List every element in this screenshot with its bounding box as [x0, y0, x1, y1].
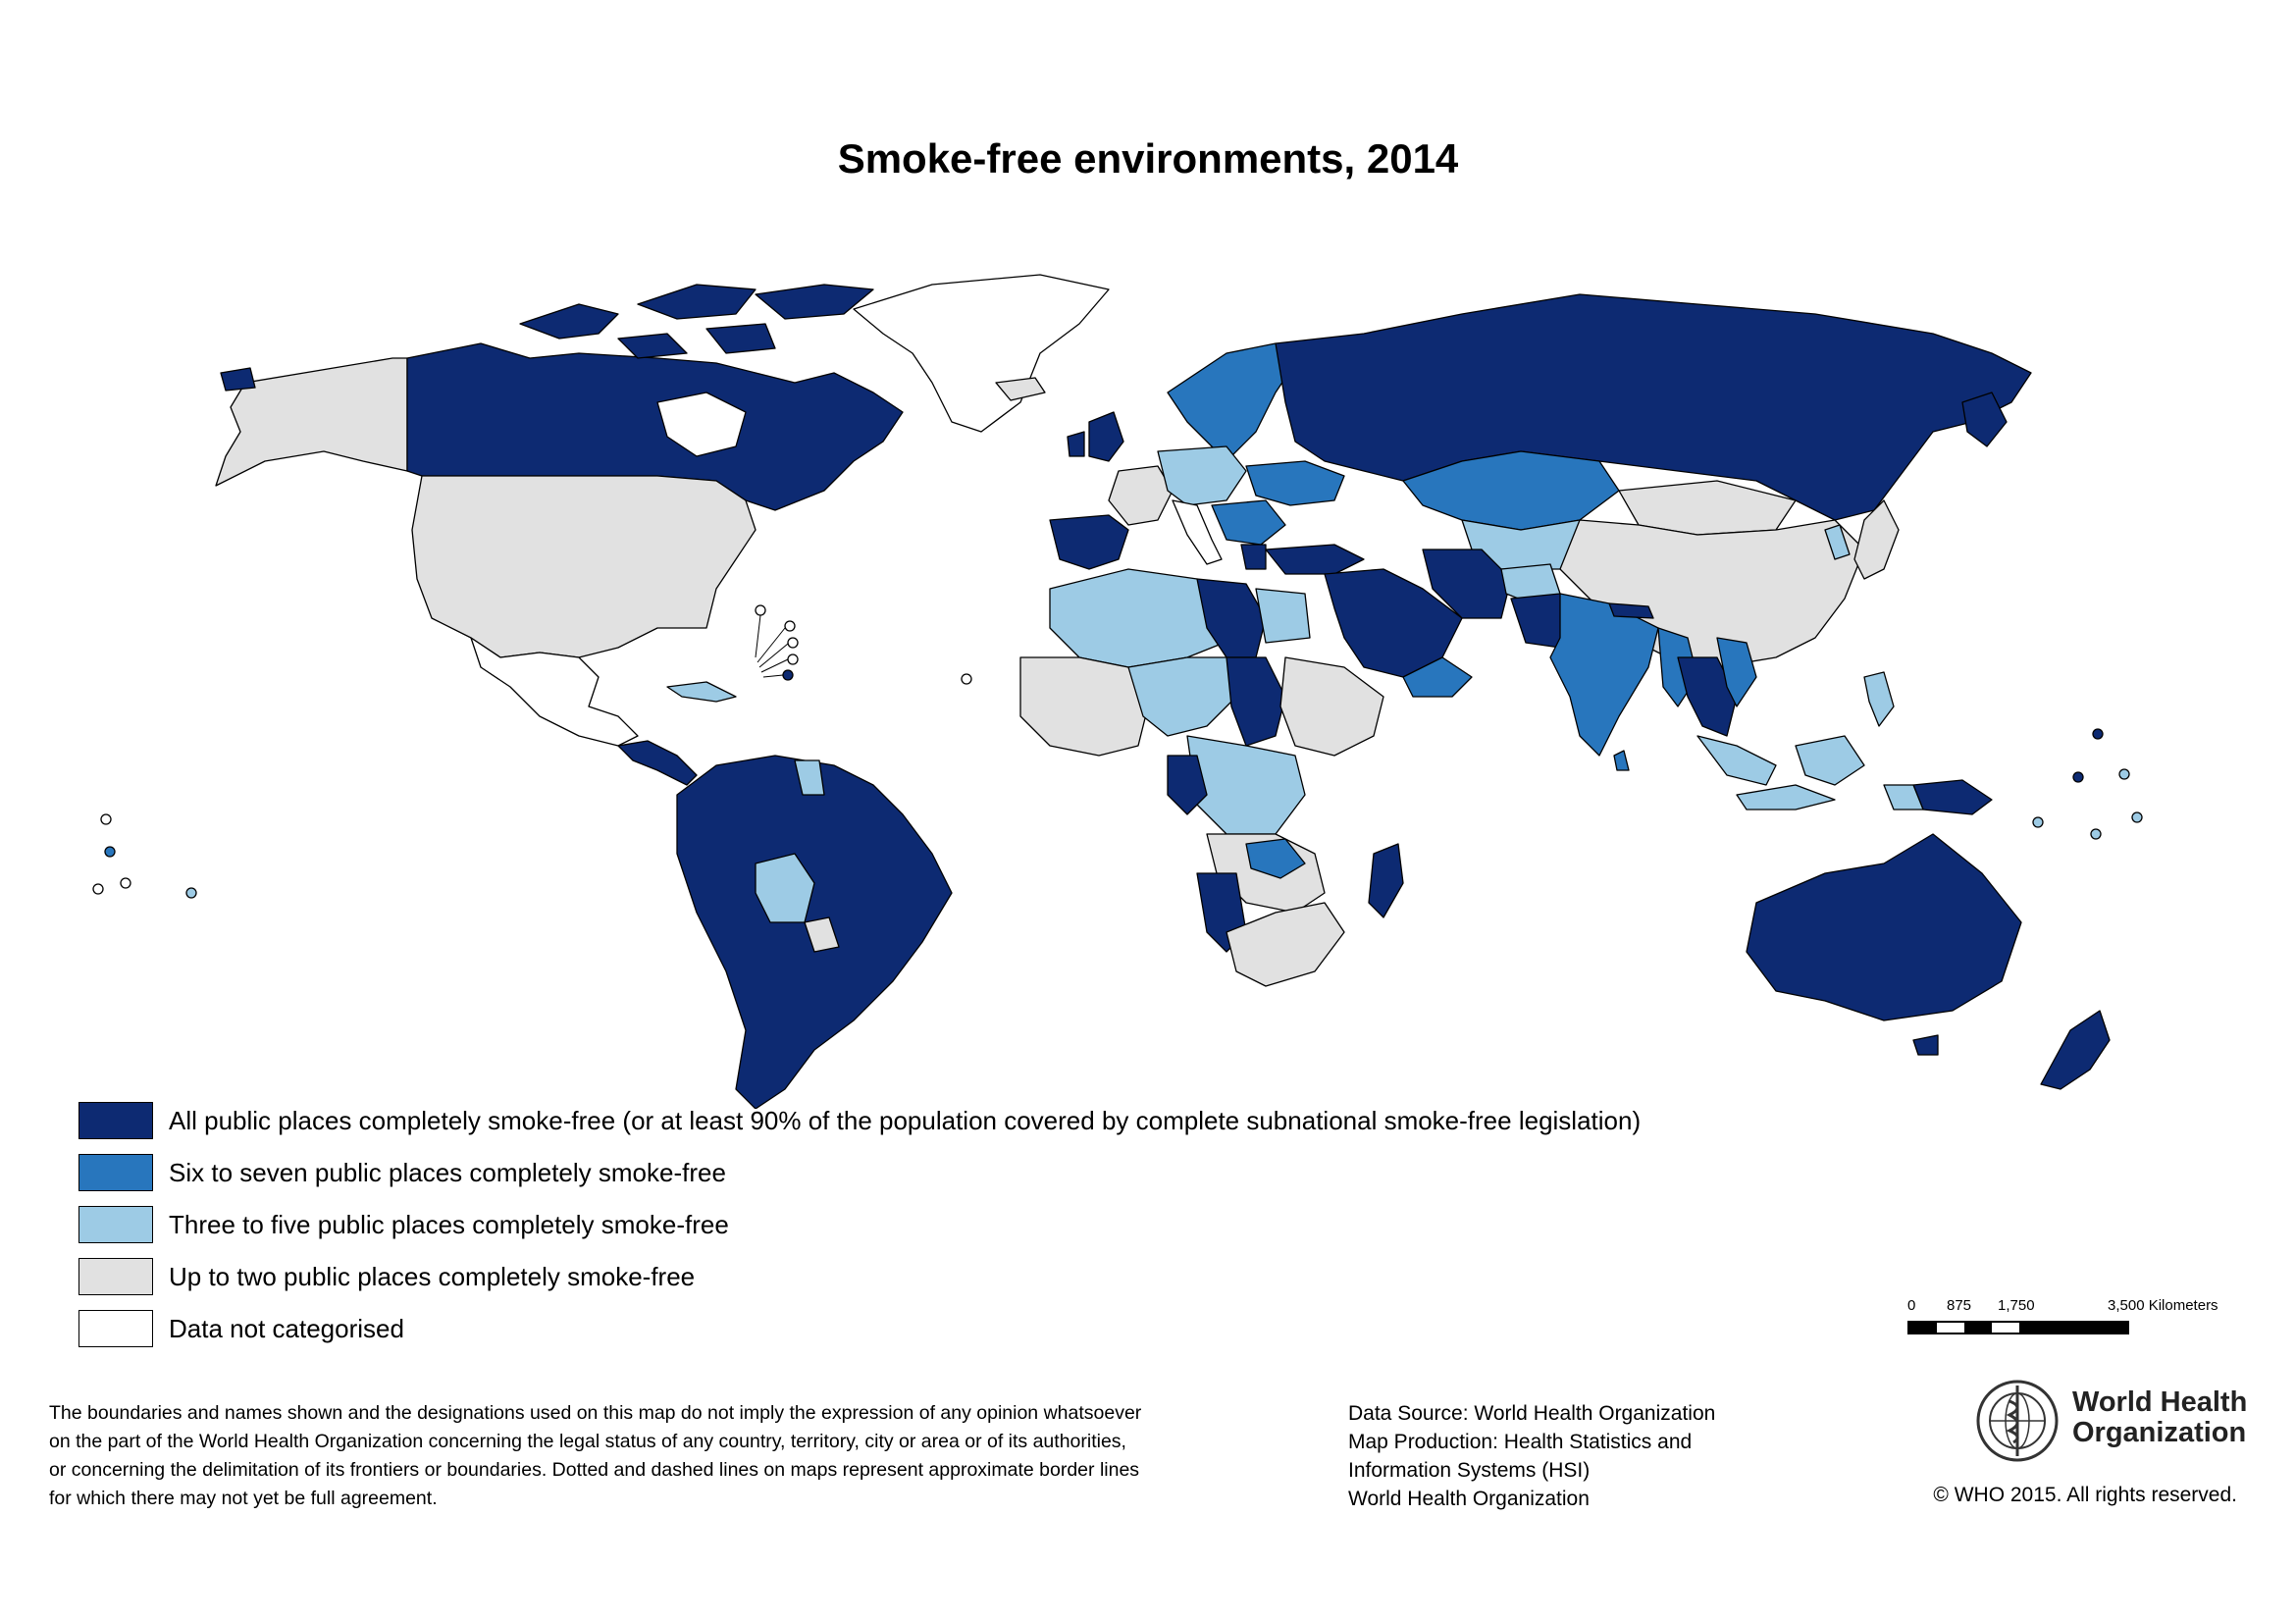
legend-swatch [78, 1258, 153, 1295]
region-nepal [1609, 603, 1653, 618]
legend-item [78, 1257, 1641, 1296]
legend-swatch [78, 1102, 153, 1139]
scale-label: 3,500 Kilometers [2108, 1297, 2218, 1314]
legend-item [78, 1153, 1641, 1192]
scale-label: 875 [1947, 1297, 1972, 1314]
scale-label: 0 [1907, 1297, 1916, 1314]
region-philippines [1864, 672, 1894, 726]
scale-bar-graphic [1907, 1321, 2129, 1334]
region-australia [1747, 834, 2021, 1020]
region-west-africa [1020, 657, 1148, 756]
data-source [1348, 1399, 1760, 1513]
disclaimer-line: for which there may not yet be full agreement. [49, 1488, 438, 1509]
legend-item [78, 1101, 1641, 1140]
region-egypt [1256, 589, 1310, 643]
island-dot [2132, 812, 2142, 822]
region-arctic-islands-5 [706, 324, 775, 353]
map-legend [78, 1101, 1641, 1361]
region-sri-lanka [1614, 751, 1629, 770]
region-russia [1276, 294, 2031, 520]
callout-line [756, 615, 760, 657]
island-dot [2033, 817, 2043, 827]
region-arctic-islands-3 [756, 285, 873, 319]
source-line: Map Production: Health Statistics and [1348, 1431, 1693, 1453]
callout-line [761, 659, 788, 672]
world-map [69, 265, 2257, 1109]
legend-label: Data not categorised [169, 1313, 404, 1343]
who-name-line: Organization [2072, 1417, 2247, 1448]
island-dot [121, 878, 130, 888]
region-tasmania [1913, 1035, 1938, 1055]
copyright: © WHO 2015. All rights reserved. [1933, 1484, 2237, 1506]
region-alaska-dot [221, 368, 255, 391]
legend-label: Up to two public places completely smoke-free [169, 1261, 696, 1291]
region-ireland [1068, 432, 1084, 456]
region-uk [1089, 412, 1123, 461]
region-balkans [1212, 500, 1285, 545]
region-arctic-islands [520, 304, 618, 339]
island-dot [101, 814, 111, 824]
island-dot [93, 884, 103, 894]
region-new-zealand [2041, 1011, 2110, 1089]
map-title: Smoke-free environments, 2014 [837, 135, 1459, 182]
island-dot [2119, 769, 2129, 779]
island-dot [756, 605, 765, 615]
legend-item [78, 1309, 1641, 1348]
callout-line [759, 644, 788, 667]
region-iberia [1050, 515, 1128, 569]
source-line: Information Systems (HSI) [1348, 1459, 1591, 1482]
disclaimer [49, 1399, 1266, 1513]
region-cuba [667, 682, 736, 702]
region-mexico [471, 638, 638, 746]
region-sahel [1128, 657, 1236, 736]
region-ukraine [1246, 461, 1344, 505]
disclaimer-line: on the part of the World Health Organization concerning the legal status of any country, territory, city or area or of its authorities, [49, 1431, 1126, 1452]
callout-line [763, 675, 783, 677]
region-papua [1913, 780, 1992, 814]
island-dot [783, 670, 793, 680]
legend-swatch [78, 1310, 153, 1347]
region-scandinavia [1168, 343, 1295, 461]
island-dot [2093, 729, 2103, 739]
region-arctic-islands-2 [638, 285, 756, 319]
island-dot [788, 638, 798, 648]
legend-swatch [78, 1154, 153, 1191]
island-dot [186, 888, 196, 898]
island-dot [962, 674, 971, 684]
island-dot [2073, 772, 2083, 782]
scale-label: 1,750 [1998, 1297, 2035, 1314]
source-line: Data Source: World Health Organization [1348, 1402, 1716, 1425]
disclaimer-line: or concerning the delimitation of its frontiers or boundaries. Dotted and dashed lines on maps represent approximate border lines [49, 1459, 1140, 1481]
island-dot [785, 621, 795, 631]
region-arctic-islands-4 [618, 334, 687, 358]
who-emblem-icon [1974, 1378, 2061, 1464]
legend-swatch [78, 1206, 153, 1243]
island-dot [788, 654, 798, 664]
who-name-line: World Health [2072, 1386, 2248, 1418]
region-greece [1241, 545, 1266, 569]
region-france [1109, 466, 1173, 525]
disclaimer-line: The boundaries and names shown and the designations used on this map do not imply the expression of any opinion whatsoever [49, 1402, 1142, 1424]
island-dot [105, 847, 115, 857]
region-madagascar [1369, 844, 1403, 917]
scale-labels [1907, 1297, 2218, 1317]
legend-label: Six to seven public places completely smoke-free [169, 1157, 726, 1187]
region-east-africa [1280, 657, 1383, 756]
who-logo [1974, 1378, 2249, 1466]
region-malaysia [1697, 736, 1776, 785]
region-chad-sudan [1226, 657, 1285, 746]
region-central-america [618, 741, 697, 785]
island-dot [2091, 829, 2101, 839]
region-usa [412, 476, 756, 657]
region-south-africa [1226, 903, 1344, 986]
scale-bar [1907, 1297, 2218, 1346]
legend-label: Three to five public places completely smoke-free [169, 1209, 729, 1239]
region-indonesia [1737, 785, 1835, 810]
region-borneo [1796, 736, 1864, 785]
region-turkey [1266, 545, 1364, 574]
source-line: World Health Organization [1348, 1488, 1590, 1510]
region-central-europe [1158, 446, 1246, 505]
who-name [2072, 1387, 2247, 1448]
legend-label: All public places completely smoke-free (or at least 90% of the population covered by complete subnational smoke-free legislation) [169, 1105, 1642, 1135]
legend-item [78, 1205, 1641, 1244]
